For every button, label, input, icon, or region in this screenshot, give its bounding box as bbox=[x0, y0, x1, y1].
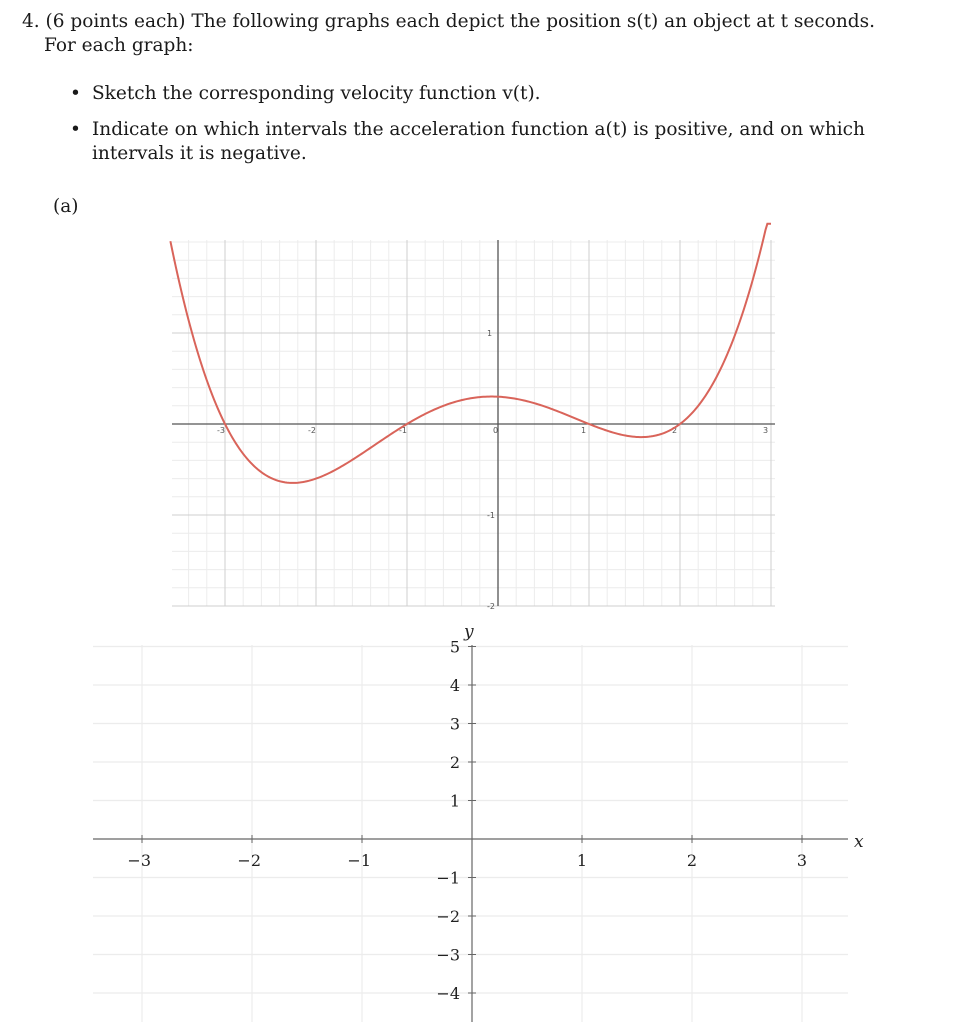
x-tick-label: −2 bbox=[237, 851, 261, 870]
question-line-2: For each graph: bbox=[44, 35, 194, 56]
position-curve bbox=[170, 224, 771, 483]
bullet-icon: • bbox=[70, 83, 81, 104]
y-tick-label: -2 bbox=[487, 602, 495, 611]
task-text: Sketch the corresponding velocity function v(t). bbox=[92, 83, 541, 104]
x-axis-label: x bbox=[854, 832, 864, 852]
y-tick-label: −1 bbox=[436, 868, 460, 888]
y-tick-label: 1 bbox=[449, 791, 460, 811]
y-tick-label: 3 bbox=[449, 714, 460, 734]
bullet-icon: • bbox=[70, 119, 81, 140]
y-tick-label: −3 bbox=[436, 945, 460, 965]
x-tick-label: −3 bbox=[127, 851, 151, 870]
y-tick-label: −2 bbox=[436, 907, 460, 926]
x-tick-label: 3 bbox=[796, 851, 808, 870]
question-line-1: 4. (6 points each) The following graphs each depict the position s(t) an object at t seconds. bbox=[22, 11, 876, 32]
x-tick-label: 3 bbox=[763, 426, 769, 435]
y-tick-label: 4 bbox=[449, 676, 460, 695]
y-axis-label: y bbox=[464, 622, 474, 642]
x-tick-label: 0 bbox=[493, 426, 499, 435]
y-tick-label: 1 bbox=[487, 329, 493, 338]
task-text: Indicate on which intervals the acceleration function a(t) is positive, and on which intervals it is negative. bbox=[92, 119, 865, 164]
x-tick-label: -2 bbox=[308, 426, 316, 435]
x-tick-label: 2 bbox=[672, 426, 678, 435]
y-tick-label: −4 bbox=[436, 984, 460, 1003]
x-tick-label: -3 bbox=[217, 426, 225, 435]
x-tick-label: 1 bbox=[581, 426, 587, 435]
x-tick-label: 1 bbox=[576, 851, 588, 870]
x-tick-label: 2 bbox=[686, 851, 698, 870]
x-tick-label: −1 bbox=[347, 851, 371, 870]
y-tick-label: 5 bbox=[449, 637, 460, 657]
y-tick-label: -1 bbox=[487, 511, 495, 520]
x-tick-label: -1 bbox=[399, 426, 407, 435]
y-tick-label: 2 bbox=[449, 753, 460, 772]
part-label: (a) bbox=[53, 196, 79, 217]
